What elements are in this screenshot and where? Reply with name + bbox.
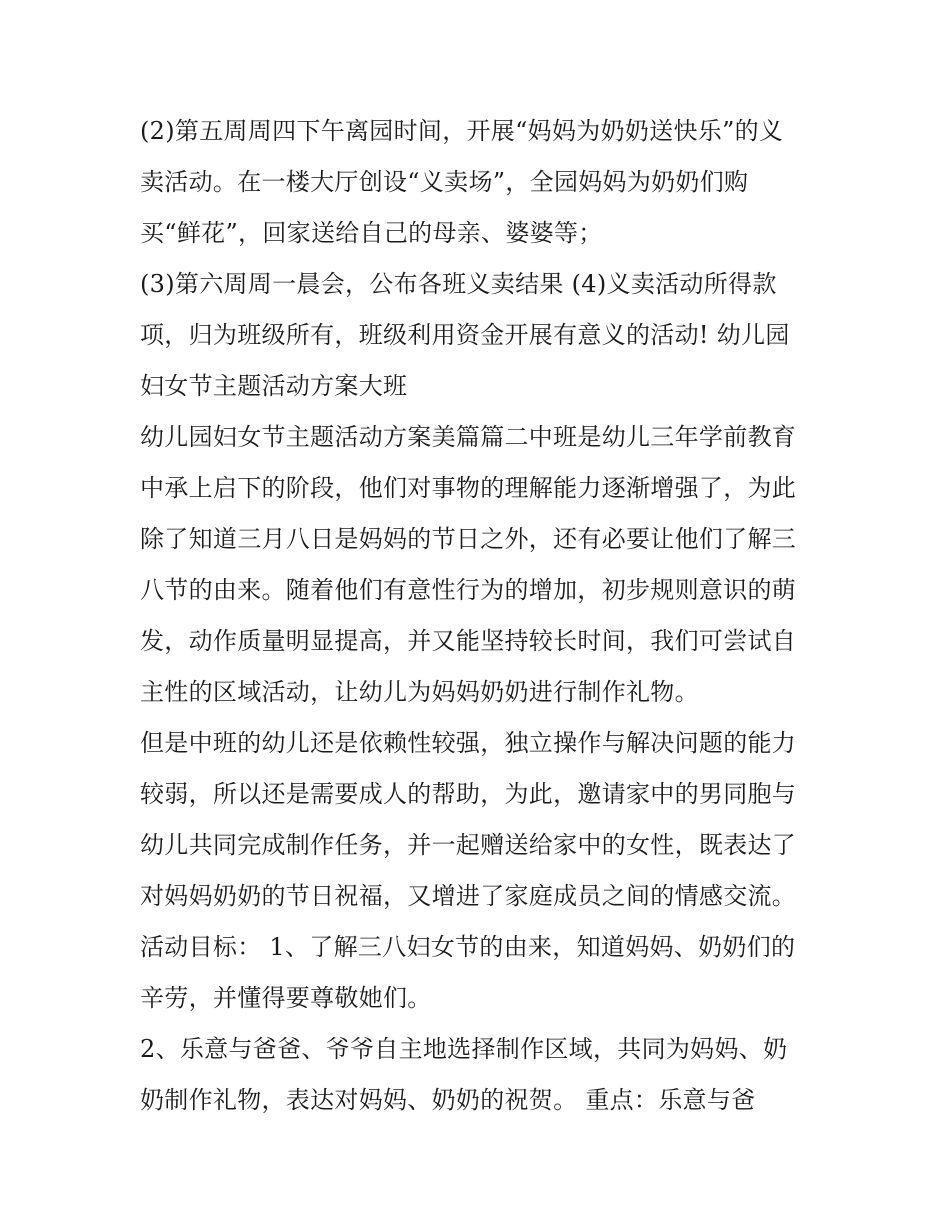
text-line: 幼儿共同完成制作任务，并一起赠送给家中的女性，既表达了 [140,831,797,859]
text-line: (2)第五周周四下午离园时间，开展“妈妈为奶奶送快乐”的义 [140,117,784,145]
text-line: 中承上启下的阶段，他们对事物的理解能力逐渐增强了，为此 [140,474,797,502]
text-line: 幼儿园妇女节主题活动方案美篇篇二中班是幼儿三年学前教育 [140,423,797,451]
text-line: 发，动作质量明显提高，并又能坚持较长时间，我们可尝试自 [140,627,797,655]
text-line: 妇女节主题活动方案大班 [140,372,408,400]
text-line: 2、乐意与爸爸、爷爷自主地选择制作区域，共同为妈妈、奶 [140,1035,788,1063]
text-line: 奶制作礼物，表达对妈妈、奶奶的祝贺。 重点：乐意与爸 [140,1086,756,1114]
document-body [140,106,830,1126]
text-line: (3)第六周周一晨会，公布各班义卖结果 (4)义卖活动所得款 [140,270,777,298]
text-line: 对妈妈奶奶的节日祝福，又增进了家庭成员之间的情感交流。 [140,882,797,910]
text-line: 项，归为班级所有，班级利用资金开展有意义的活动! 幼儿园 [140,321,790,349]
text-line: 卖活动。在一楼大厅创设“义卖场”，全园妈妈为奶奶们购 [140,168,749,196]
text-line: 买“鲜花”，回家送给自己的母亲、婆婆等； [140,219,603,247]
text-line: 主性的区域活动，让幼儿为妈妈奶奶进行制作礼物。 [140,678,699,706]
text-line: 除了知道三月八日是妈妈的节日之外，还有必要让他们了解三 [140,525,797,553]
text-line: 八节的由来。随着他们有意性行为的增加，初步规则意识的萌 [140,576,797,604]
text-line: 活动目标： 1、了解三八妇女节的由来，知道妈妈、奶奶们的 [140,933,796,961]
text-line: 较弱，所以还是需要成人的帮助，为此，邀请家中的男同胞与 [140,780,797,808]
text-line: 但是中班的幼儿还是依赖性较强，独立操作与解决问题的能力 [140,729,797,757]
text-line: 辛劳，并懂得要尊敬她们。 [140,984,432,1012]
